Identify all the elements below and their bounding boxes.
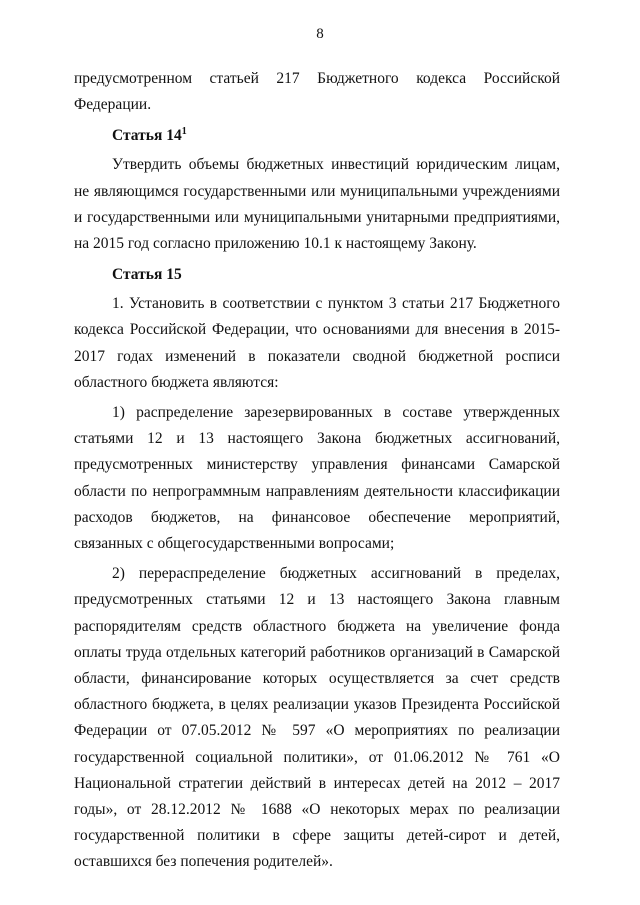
article-15-heading: Статья 15 bbox=[112, 266, 182, 284]
article-14-1-heading-text: Статья 14 bbox=[112, 127, 182, 145]
article-14-1-heading bbox=[112, 123, 560, 149]
document-body bbox=[74, 66, 560, 876]
intro-paragraph: предусмотренном статьей 217 Бюджетного кодекса Российской Федерации. bbox=[74, 70, 560, 114]
article-15-paragraph-1: 1. Установить в соответствии с пунктом 3 статьи 217 Бюджетного кодекса Российской Федерации, что основаниями для внесения в 2015-2017 годах изменений в показатели сводной бюджетной росписи областного бюджета являются: bbox=[74, 295, 560, 391]
article-15-paragraph-3: 2) перераспределение бюджетных ассигнований в пределах, предусмотренных статьями 12 и 13 настоящего Закона главным распорядителям средств областного бюджета на увеличение фонда оплаты труда отдельных категорий работников организаций в Самарской области, финансирование которых осуществляется за счет средств областного бюджета, в целях реализации указов Президента Российской Федерации от 07.05.2012 № 597 «О мероприятиях по реализации государственной социальной политики», от 01.06.2012 № 761 «О Национальной стратегии действий в интересах детей на 2012 – 2017 годы», от 28.12.2012 № 1688 «О некоторых мерах по реализации государственной политики в сфере защиты детей-сирот и детей, оставшихся без попечения родителей». bbox=[74, 565, 560, 871]
article-15-paragraph-2: 1) распределение зарезервированных в составе утвержденных статьями 12 и 13 настоящего Закона бюджетных ассигнований, предусмотренных министерству управления финансами Самарской области по непрограммным направлениям деятельности классификации расходов бюджетов, на финансовое обеспечение мероприятий, связанных с общегосударственными вопросами; bbox=[74, 404, 560, 553]
article-14-1-heading-superscript: 1 bbox=[181, 126, 187, 138]
article-14-1-body: Утвердить объемы бюджетных инвестиций юридическим лицам, не являющимся государственными или муниципальными учреждениями и государственными или муниципальными унитарными предприятиями, на 2015 год согласно приложению 10.1 к настоящему Закону. bbox=[74, 156, 560, 253]
page-number: 8 bbox=[316, 26, 324, 42]
